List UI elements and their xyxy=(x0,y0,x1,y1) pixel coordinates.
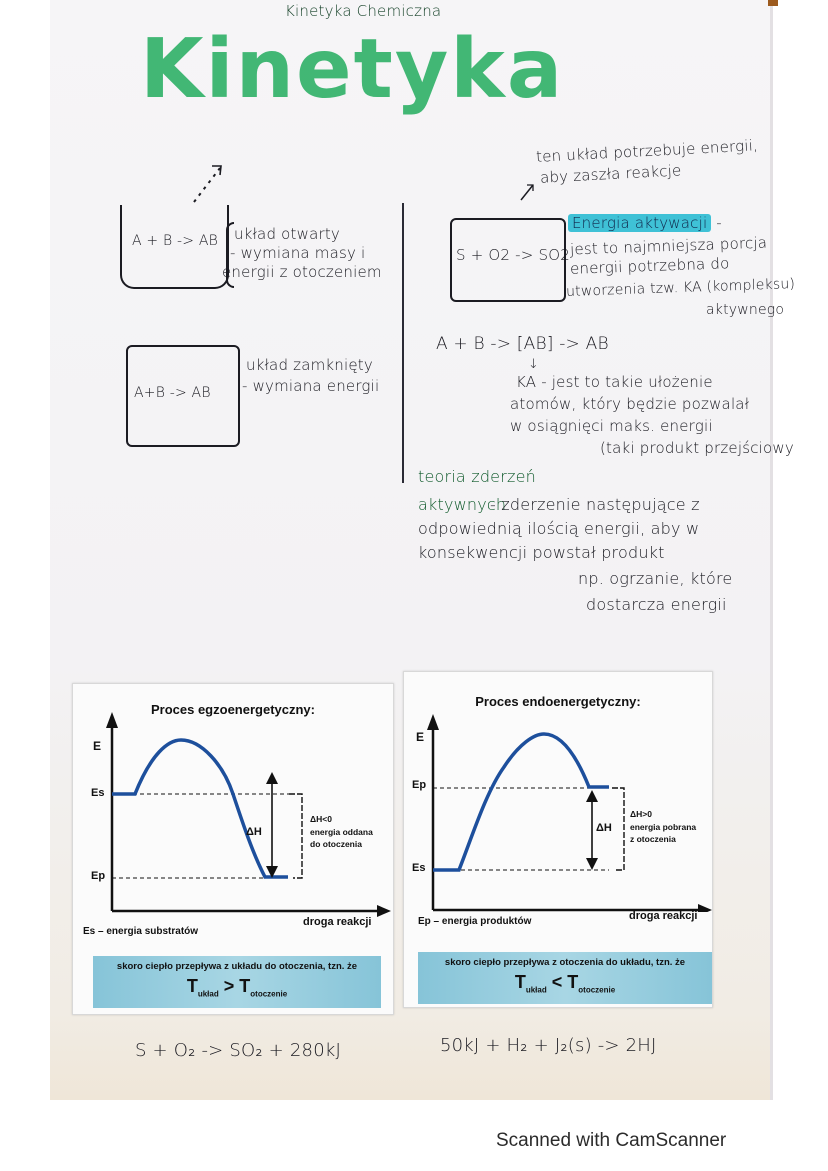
collision-theory-term: teoria zderzeń xyxy=(418,467,536,486)
endothermic-energy-diagram xyxy=(404,672,712,912)
page-title: Kinetyka xyxy=(140,22,565,117)
exo-side-note-1: ΔH<0 xyxy=(310,814,332,824)
activation-energy-heading xyxy=(568,215,722,232)
endo-side-note-2: energia pobrana xyxy=(630,822,697,832)
endo-side-note-3: z otoczenia xyxy=(630,834,676,844)
exo-side-note-2: energia oddana xyxy=(310,827,373,837)
subtitle: Kinetyka Chemiczna xyxy=(285,2,442,20)
ka-def-3: w osiągnięci maks. energii xyxy=(510,417,713,435)
exo-banner-text: skoro ciepło przepływa z układu do otoczenia, tzn. że xyxy=(116,961,358,972)
page-edge xyxy=(770,0,773,1100)
exo-delta-label: ΔH xyxy=(246,826,262,838)
so2-equation: S + O2 -> SO2 xyxy=(456,246,570,264)
collision-theory-def-3: konsekwencji powstał produkt xyxy=(418,543,665,562)
closed-system-label: układ zamknięty xyxy=(246,356,373,374)
endo-temperature-relation: $T_{układ} < T_{otoczenie}$ xyxy=(514,972,616,995)
ka-def-1: KA - jest to takie ułożenie xyxy=(516,373,713,391)
endo-banner-text: skoro ciepło przepływa z otoczenia do układu, tzn. że xyxy=(444,957,686,968)
exo-x-axis-label: droga reakcji xyxy=(303,916,372,928)
down-arrow-icon: ↓ xyxy=(528,357,540,372)
exo-lower-level-label: Ep xyxy=(91,870,106,882)
open-system-desc: - wymiana masy i xyxy=(230,244,366,262)
endo-side-note-1: ΔH>0 xyxy=(630,809,652,819)
exothermic-card xyxy=(72,683,394,1015)
column-divider xyxy=(402,203,404,483)
dotted-arrow-icon xyxy=(190,160,230,205)
endo-lower-level-label: Es xyxy=(412,862,426,874)
exo-temperature-relation: $T_{układ} > T_{otoczenie}$ xyxy=(186,976,288,999)
exothermic-energy-diagram xyxy=(73,684,393,924)
exo-side-note-3: do otoczenia xyxy=(310,839,362,849)
closed-system-equation: A+B -> AB xyxy=(134,385,211,401)
scanner-watermark: Scanned with CamScanner xyxy=(496,1130,727,1151)
collision-theory-def-1: - zderzenie następujące z xyxy=(490,495,700,514)
exothermic-example: S + O₂ -> SO₂ + 280kJ xyxy=(135,1040,341,1061)
endo-legend: Ep – energia produktów xyxy=(418,916,532,927)
endothermic-title: Proces endoenergetyczny: xyxy=(475,694,641,709)
endothermic-card xyxy=(403,671,713,1008)
page-corner xyxy=(768,0,778,6)
collision-example-2: dostarcza energii xyxy=(586,595,727,614)
exo-legend: Es – energia substratów xyxy=(83,926,199,937)
collision-theory-def-2: odpowiednią ilością energii, aby w xyxy=(418,519,700,538)
small-arrow-icon xyxy=(518,180,538,202)
exo-heat-flow-banner xyxy=(93,956,381,1008)
activation-dash: - xyxy=(716,214,722,232)
collision-theory-term-2: aktywnych xyxy=(418,495,507,514)
activated-complex-reaction: A + B -> [AB] -> AB xyxy=(436,334,609,354)
endo-upper-level-label: Ep xyxy=(412,779,427,791)
energy-need-note: ten układ potrzebuje energii, xyxy=(535,136,759,166)
endo-x-axis-label: droga reakcji xyxy=(629,910,698,922)
closed-system-desc: - wymiana energii xyxy=(242,377,380,395)
ka-def-4: (taki produkt przejściowy xyxy=(600,439,794,457)
exo-y-axis-label: E xyxy=(93,739,102,753)
activation-def-4: aktywnego xyxy=(706,302,785,318)
endothermic-example: 50kJ + H₂ + J₂(s) -> 2HJ xyxy=(440,1035,657,1056)
open-system-label: układ otwarty xyxy=(234,225,340,243)
activation-def-2: energii potrzebna do xyxy=(569,254,730,278)
ka-def-2: atomów, który będzie pozwalał xyxy=(510,395,750,413)
endo-heat-flow-banner xyxy=(418,952,712,1004)
exothermic-title: Proces egzoenergetyczny: xyxy=(150,702,315,717)
energy-need-note-2: aby zaszła reakcje xyxy=(539,161,682,187)
open-system-equation: A + B -> AB xyxy=(132,233,219,249)
endo-delta-label: ΔH xyxy=(596,822,612,834)
exo-upper-level-label: Es xyxy=(91,787,105,799)
open-system-desc-2: energii z otoczeniem xyxy=(222,263,382,281)
endo-y-axis-label: E xyxy=(416,730,425,744)
activation-energy-term: Energia aktywacji xyxy=(568,214,711,232)
collision-example-1: np. ogrzanie, które xyxy=(578,569,733,588)
activation-def-3: utworzenia tzw. KA (kompleksu) xyxy=(565,276,796,300)
activation-def-1: jest to najmniejsza porcja xyxy=(569,233,768,259)
